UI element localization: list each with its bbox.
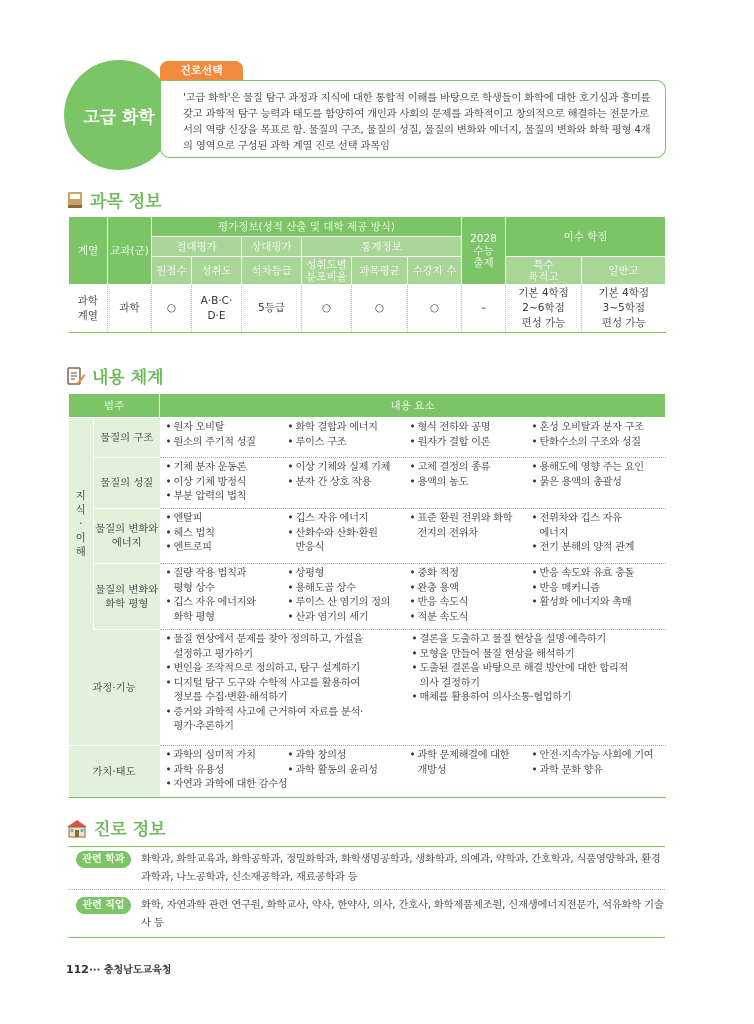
content-column [288, 512, 410, 556]
content-column [288, 461, 410, 505]
content-item-text: • 원소의 주기적 성질 [173, 436, 256, 448]
content-item [288, 749, 410, 764]
content-column [410, 749, 532, 793]
content-item [532, 764, 666, 779]
content-item [532, 596, 666, 611]
content-item-text: • 디지털 탐구 도구와 수학적 사고를 활용하여 정보를 수집·변환·해석하기 [173, 677, 360, 703]
table-row [69, 746, 666, 798]
content-column [532, 461, 666, 505]
content-item [410, 461, 532, 476]
related-job-text: 화학, 자연과학 관련 연구원, 화학교사, 약사, 한약사, 의사, 간호사, 화학제품제조원, 신재생에너지전문가, 석유화학 기술사 등 [141, 899, 664, 929]
content-item [166, 567, 288, 596]
header-raw-score: 원점수 [152, 257, 192, 285]
subject-title: 고급 화학 [83, 107, 155, 128]
content-item-text: • 산화수와 산화·환원 반응식 [295, 527, 378, 553]
cell-suneung: – [462, 285, 506, 333]
content-item-text: • 반응 속도와 유효 충돌 [539, 568, 635, 579]
content-item [410, 512, 532, 541]
header-distribution: 성취도별 분포비율 [302, 257, 352, 285]
category-name: 물질의 변화와 에너지 [94, 509, 160, 564]
header-relative: 상대평가 [242, 237, 302, 257]
category-tab: 진로선택 [160, 61, 243, 81]
table-row [69, 458, 666, 509]
content-items-cell [160, 458, 666, 509]
content-item [166, 749, 288, 764]
cell-subject: 과학 [108, 285, 152, 333]
divider [68, 937, 665, 938]
content-item-text: • 과학 문화 향유 [539, 764, 603, 776]
content-item [288, 512, 410, 527]
content-item-text: • 반응 속도식 [417, 597, 469, 608]
book-icon [66, 191, 84, 209]
content-item [166, 778, 288, 793]
content-item [412, 633, 666, 648]
header-credits: 이수 학점 [506, 217, 666, 257]
content-item-text: • 적분 속도식 [417, 611, 469, 623]
content-item [166, 662, 412, 677]
content-item-text: • 루이스 구조 [295, 436, 347, 448]
content-item-text: • 과학 활동의 윤리성 [295, 764, 378, 776]
content-items-cell [160, 564, 666, 630]
page-number: 112 [66, 963, 89, 976]
content-column [288, 749, 410, 793]
related-dept-label: 관련 학과 [76, 851, 131, 868]
content-column [166, 461, 288, 505]
content-item [532, 461, 666, 476]
section-title-subject-info [66, 187, 162, 212]
content-item [166, 541, 288, 556]
content-item [532, 749, 666, 764]
content-item [288, 461, 410, 476]
content-item-text: • 도출된 결론을 바탕으로 해결 방안에 대한 합리적 의사 결정하기 [419, 663, 628, 689]
cell-special: 기본 4학점 2~6학점 편성 가능 [506, 285, 582, 333]
content-item-text: • 결론을 도출하고 물질 현상을 설명·예측하기 [419, 634, 606, 645]
content-column [412, 633, 666, 735]
content-item-text: • 부분 압력의 법칙 [173, 491, 247, 502]
content-column [166, 421, 288, 450]
content-item [166, 633, 412, 662]
content-system-table [68, 393, 666, 798]
content-item-text: • 묽은 용액의 총괄성 [539, 476, 622, 488]
content-column [532, 512, 666, 556]
content-item-text: • 용해도에 영향 주는 요인 [539, 462, 644, 473]
content-item [288, 421, 410, 436]
content-item [166, 596, 288, 625]
content-item-text: • 기체 분자 운동론 [173, 462, 247, 473]
cell-series: 과학 계열 [69, 285, 108, 333]
header-elements: 내용 요소 [160, 394, 666, 418]
header-students: 수강자 수 [408, 257, 462, 285]
related-job-label: 관련 직업 [76, 897, 131, 914]
content-item-text: • 산과 염기의 세기 [295, 611, 369, 623]
content-item-text: • 중화 적정 [417, 568, 459, 579]
header-subject: 교과(군) [108, 217, 152, 285]
content-item [166, 476, 288, 491]
related-dept-text: 화학과, 화학교육과, 화학공학과, 정밀화학과, 화학생명공학과, 생화학과, 의예과, 약학과, 간호학과, 식품영양학과, 환경과학과, 나노공학과, 신소재공학과, 재료공학과 등 [141, 853, 661, 883]
content-item [288, 476, 410, 491]
content-column [532, 749, 666, 793]
content-item-text: • 과학 문제해결에 대한 개방성 [417, 750, 510, 776]
section-title-content-system [66, 363, 164, 388]
divider [68, 846, 665, 847]
header-series: 계열 [69, 217, 108, 285]
content-item [410, 476, 532, 491]
content-item-text: • 전기 분해의 양적 관계 [539, 542, 635, 553]
content-item-text: • 전위차와 깁스 자유 에너지 [539, 513, 622, 539]
content-item [410, 582, 532, 597]
subject-description: '고급 화학'은 물질 탐구 과정과 지식에 대한 통합적 이해를 바탕으로 학생들이 화학에 대한 호기심과 흥미를 갖고 과학적 탐구 능력과 태도를 함양하여 개인과 사회의 문제를 과학적이고 창의적으로 해결하는 전문가로서의 역량 신장을 목표로 함. 물질의 구조, 물질의 성질, 물질의 변화와 에너지, 물질의 변화와 화학 평형 4개의 영역으로 구성된 과학 계열 진로 선택 과목임 [183, 92, 651, 152]
cell-distribution: ○ [302, 285, 352, 333]
content-item-text: • 매체를 활용하여 의사소통·협업하기 [419, 692, 572, 703]
subject-info-table [68, 216, 666, 333]
content-item [532, 436, 666, 451]
content-item [288, 436, 410, 451]
content-item-text: • 용해도곱 상수 [295, 582, 356, 594]
header-suneung: 2028 수능 출제 [462, 217, 506, 285]
content-item [166, 512, 288, 527]
divider [68, 889, 665, 890]
content-item [166, 527, 288, 542]
content-item-text: • 표준 환원 전위와 화학 전지의 전위차 [417, 513, 513, 539]
header-general: 일반고 [582, 257, 666, 285]
content-item-text: • 용액의 농도 [417, 476, 469, 488]
content-item-text: • 활성화 에너지와 촉매 [539, 597, 632, 608]
header-absolute: 절대평가 [152, 237, 242, 257]
content-item [166, 421, 288, 436]
content-column [410, 567, 532, 625]
category-name: 물질의 구조 [94, 418, 160, 458]
content-item-text: • 자연과 과학에 대한 감수성 [173, 779, 288, 790]
content-item [288, 596, 410, 611]
content-item [288, 764, 410, 779]
content-item-text: • 상평형 [295, 568, 325, 579]
content-column [166, 749, 288, 793]
section-title-text: 진로 정보 [94, 820, 166, 840]
content-item [412, 691, 666, 706]
content-item-text: • 완충 용액 [417, 582, 459, 594]
content-item-text: • 원자 오비탈 [173, 422, 225, 433]
content-item [288, 567, 410, 582]
content-item-text: • 모형을 만들어 물질 현상을 해석하기 [419, 648, 575, 660]
content-column [410, 461, 532, 505]
content-column [532, 567, 666, 625]
content-item-text: • 혼성 오비탈과 분자 구조 [539, 422, 644, 433]
cell-students: ○ [408, 285, 462, 333]
content-item [166, 436, 288, 451]
content-item [412, 662, 666, 691]
content-item-text: • 루이스 산 염기의 정의 [295, 597, 391, 608]
content-item-text: • 고체 결정의 종류 [417, 462, 491, 473]
table-row [69, 418, 666, 458]
table-row [69, 285, 666, 333]
page-footer [66, 961, 171, 976]
section-title-career [66, 815, 166, 840]
content-items-cell [160, 630, 666, 746]
content-item [532, 512, 666, 541]
content-item [532, 567, 666, 582]
cell-mean: ○ [352, 285, 408, 333]
content-column [288, 567, 410, 625]
school-icon [66, 818, 88, 838]
table-row [69, 509, 666, 564]
header-rank-grade: 석차등급 [242, 257, 302, 285]
category-name: 물질의 성질 [94, 458, 160, 509]
content-item-text: • 헤스 법칙 [173, 527, 215, 539]
content-item [166, 706, 412, 735]
cell-raw-score: ○ [152, 285, 192, 333]
content-item [410, 421, 532, 436]
content-item [166, 490, 288, 505]
content-item [410, 749, 532, 778]
category-name: 과정·기능 [69, 630, 160, 746]
content-items-cell [160, 746, 666, 798]
content-item-text: • 과학 창의성 [295, 750, 347, 761]
content-item-text: • 과학의 심미적 가치 [173, 750, 256, 761]
content-item [532, 541, 666, 556]
content-item-text: • 깁스 자유 에너지와 화학 평형 [173, 597, 256, 623]
content-column [166, 512, 288, 556]
header-eval-info: 평가정보(성적 산출 및 대학 제공 방식) [152, 217, 462, 237]
content-item-text: • 과학 유용성 [173, 764, 225, 776]
content-item [166, 764, 288, 779]
table-row [69, 564, 666, 630]
header-special: 특수 목적고 [506, 257, 582, 285]
content-item [288, 582, 410, 597]
content-item [410, 596, 532, 611]
content-item-text: • 엔트로피 [173, 542, 212, 553]
content-item [410, 611, 532, 626]
content-item-text: • 이상 기체와 실제 기체 [295, 462, 391, 473]
knowledge-category-label: 지 식 · 이 해 [69, 418, 94, 630]
section-title-text: 내용 체계 [92, 368, 164, 388]
content-column [410, 421, 532, 450]
cell-general: 기본 4학점 3~5학점 편성 가능 [582, 285, 666, 333]
content-item-text: • 원자가 결합 이론 [417, 436, 491, 448]
section-title-text: 과목 정보 [90, 192, 162, 212]
content-item [410, 436, 532, 451]
content-item [288, 611, 410, 626]
content-item [532, 582, 666, 597]
content-item [532, 421, 666, 436]
content-item [166, 461, 288, 476]
content-item-text: • 변인을 조작적으로 정의하고, 탐구 설계하기 [173, 663, 360, 674]
subject-description-box [160, 80, 666, 158]
clipboard-pencil-icon [66, 366, 86, 386]
content-items-cell [160, 509, 666, 564]
content-column [532, 421, 666, 450]
header-stats: 통계정보 [302, 237, 462, 257]
content-column [166, 633, 412, 735]
content-item-text: • 탄화수소의 구조와 성질 [539, 436, 641, 448]
header-achievement: 성취도 [192, 257, 242, 285]
content-column [166, 567, 288, 625]
category-name: 물질의 변화와 화학 평형 [94, 564, 160, 630]
content-item-text: • 화학 결합과 에너지 [295, 422, 378, 433]
content-item [532, 476, 666, 491]
content-column [410, 512, 532, 556]
content-item-text: • 반응 메커니즘 [539, 582, 600, 594]
content-item-text: • 물질 현상에서 문제를 찾아 정의하고, 가설을 설정하고 평가하기 [173, 634, 363, 660]
cell-achievement: A·B·C· D·E [192, 285, 242, 333]
publisher: ··· 충청남도교육청 [88, 965, 172, 976]
cell-rank-grade: 5등급 [242, 285, 302, 333]
content-item-text: • 깁스 자유 에너지 [295, 513, 369, 524]
content-items-cell [160, 418, 666, 458]
content-column [288, 421, 410, 450]
content-item-text: • 이상 기체 방정식 [173, 476, 247, 488]
content-item-text: • 안전·지속가능 사회에 기여 [539, 750, 654, 761]
content-item-text: • 질량 작용 법칙과 평형 상수 [173, 568, 247, 594]
header-mean: 과목평균 [352, 257, 408, 285]
content-item [166, 677, 412, 706]
content-item [288, 527, 410, 556]
content-item-text: • 분자 간 상호 작용 [295, 476, 372, 488]
content-item-text: • 엔탈피 [173, 513, 203, 524]
content-item-text: • 증거와 과학적 사고에 근거하여 자료를 분석· 평가·추론하기 [173, 706, 363, 732]
content-item [410, 567, 532, 582]
table-row [69, 630, 666, 746]
content-item [412, 648, 666, 663]
header-category: 범주 [69, 394, 160, 418]
category-name: 가치·태도 [69, 746, 160, 798]
content-item-text: • 형식 전하와 공명 [417, 422, 491, 433]
